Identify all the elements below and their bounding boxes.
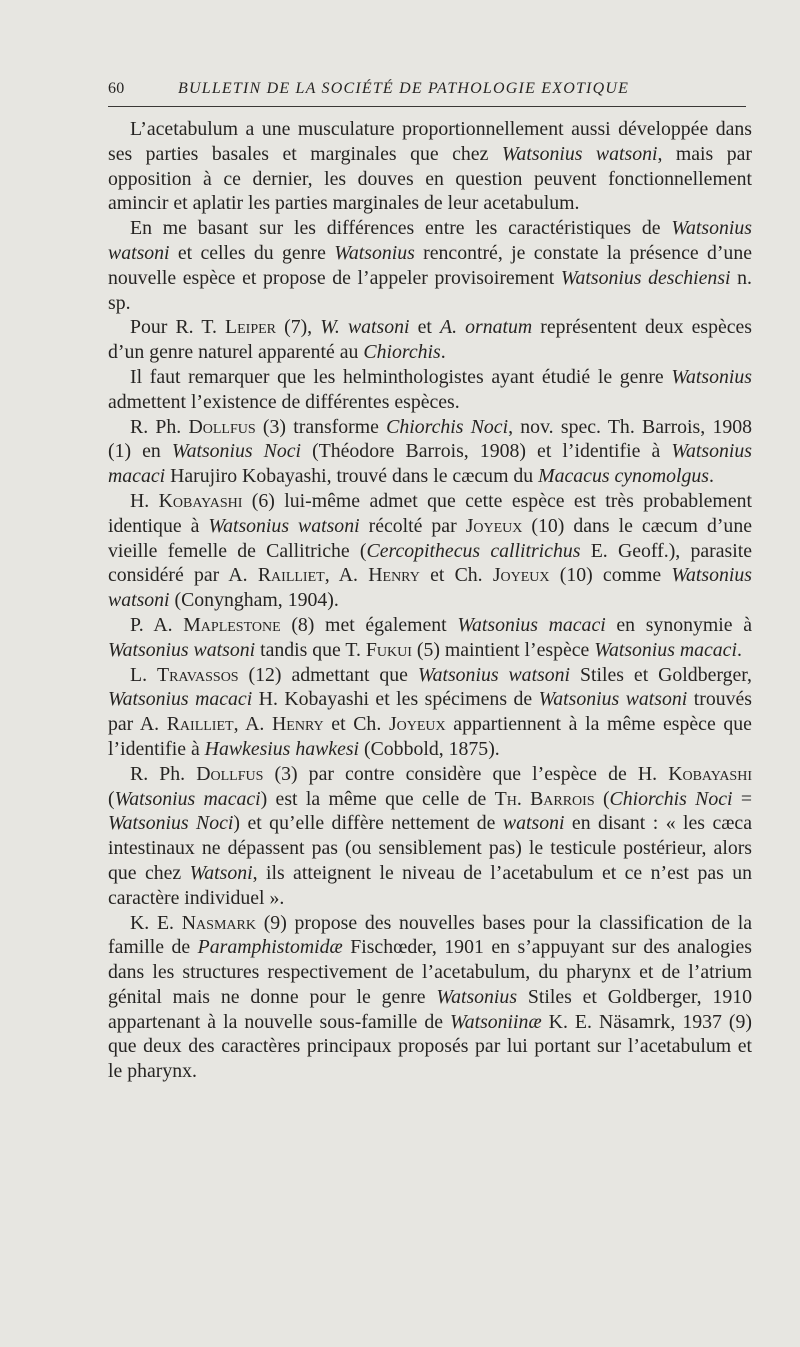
italic-text: Watsonius watsoni	[108, 217, 752, 264]
italic-text: Cercopithecus callitrichus	[366, 539, 581, 562]
text-run: .	[440, 341, 446, 364]
author-name: Leiper	[225, 316, 277, 339]
text-run: K. E. Näsamrk, 1937 (9) que deux des caractères principaux proposés par lui portant sur l’acetabulum et le pharynx.	[108, 1010, 752, 1083]
italic-text: Watsonius watsoni	[208, 514, 360, 537]
text-run: et celles du genre	[169, 241, 335, 264]
author-name: Joyeux	[465, 514, 523, 537]
text-run: , ils atteignent le niveau de l’acetabulum et ce n’est pas un caractère individuel ».	[108, 861, 752, 909]
paragraph	[108, 663, 752, 762]
italic-text: Watsonius watsoni	[501, 142, 658, 165]
author-name: Travassos	[156, 663, 239, 686]
page-header	[108, 80, 746, 106]
text-run: L.	[130, 663, 157, 686]
italic-text: Watsonius watsoni	[417, 663, 571, 686]
text-run: .	[709, 465, 714, 488]
text-run: (9) propose des nouvelles bases pour la classification de la famille de	[108, 911, 752, 959]
text-run: en disant : « les cæca intestinaux ne dépassent pas (ou sensiblement pas) le testicule postérieur, alors que chez	[108, 812, 752, 884]
author-name: Henry	[368, 564, 420, 587]
text-run: admettent l’existence de différentes espèces.	[108, 390, 460, 413]
text-run: H. Kobayashi et les spécimens de	[252, 688, 539, 711]
text-run: Harujiro Kobayashi, trouvé dans le cæcum du	[165, 465, 539, 488]
italic-text: Watsoniinæ	[450, 1010, 542, 1033]
italic-text: Watsonius macaci	[457, 613, 606, 636]
paragraph	[108, 489, 752, 613]
author-name: Kobayashi	[158, 489, 243, 512]
text-run: E. Geoff.), parasite considéré par A.	[108, 539, 752, 587]
author-name: Fukui	[365, 638, 412, 661]
italic-text: Chiorchis Noci	[386, 415, 509, 438]
paragraph	[108, 415, 752, 489]
italic-text: Watsonius	[671, 365, 752, 388]
text-run: n. sp.	[108, 266, 752, 314]
text-run: et Ch.	[323, 713, 389, 736]
text-run: (3) par contre considère que l’espèce de H.	[263, 762, 669, 785]
text-run: (	[594, 787, 610, 810]
author-name: Nasmark	[181, 911, 256, 934]
italic-text: Watsonius macaci	[594, 638, 737, 661]
text-run: P. A.	[130, 613, 184, 636]
italic-text: watsoni	[502, 812, 565, 835]
italic-text: Watsoni	[189, 861, 253, 884]
text-run: ) est la même que celle de	[260, 787, 495, 810]
paragraph	[108, 315, 752, 365]
italic-text: Watsonius macaci	[108, 440, 752, 488]
paragraph	[108, 911, 752, 1085]
text-run: trouvés par A.	[108, 688, 752, 736]
text-run: (Théodore Barrois, 1908) et l’identifie à	[300, 440, 672, 463]
text-run: (10) dans le cæcum d’une vieille femelle de Callitriche (	[108, 514, 752, 562]
author-name: Joyeux	[388, 713, 446, 736]
text-run: R. Ph.	[130, 762, 197, 785]
text-run: rencontré, je constate la présence d’une nouvelle espèce et propose de l’appeler provisoirement	[108, 241, 752, 289]
page-number: 60	[108, 80, 125, 97]
text-run: (7),	[276, 316, 321, 339]
text-run: appartiennent à la même espèce que l’identifie à	[108, 713, 752, 760]
italic-text: Watsonius watsoni	[108, 638, 256, 661]
text-run: en synonymie à	[605, 613, 752, 636]
text-run: ) et qu’elle diffère nettement de	[233, 812, 503, 835]
author-name: Joyeux	[492, 564, 550, 587]
text-run: Stiles et Goldberger,	[570, 663, 753, 686]
italic-text: Hawkesius hawkesi	[204, 737, 360, 760]
text-run: et	[409, 316, 440, 339]
text-run: =	[732, 787, 752, 810]
text-run: Stiles et Goldberger, 1910 appartenant à la nouvelle sous-famille de	[108, 985, 752, 1033]
text-run: (10) comme	[549, 564, 672, 587]
text-run: et Ch.	[419, 564, 493, 587]
header-rule	[108, 106, 746, 107]
text-run: , mais par opposition à ce dernier, les douves en question peuvent fonctionnellement amincir et aplatir les parties marginales de leur acetabulum.	[108, 142, 752, 215]
author-name: Th. Barrois	[494, 787, 595, 810]
text-run: représentent deux espèces d’un genre naturel apparenté au	[108, 316, 752, 364]
text-run: Pour R. T.	[130, 316, 226, 339]
italic-text: Paramphistomidæ	[197, 936, 343, 959]
text-run: (Conyngham, 1904).	[169, 589, 339, 612]
italic-text: Watsonius deschiensi	[560, 266, 731, 289]
italic-text: Watsonius macaci	[114, 787, 261, 810]
running-title: BULLETIN DE LA SOCIÉTÉ DE PATHOLOGIE EXOTIQUE	[178, 80, 630, 97]
paragraph	[108, 613, 752, 663]
italic-text: A. ornatum	[439, 316, 533, 339]
author-name: Kobayashi	[668, 762, 752, 785]
author-name: Dollfus	[188, 415, 256, 438]
italic-text: Chiorchis Noci	[609, 787, 733, 810]
text-run: (3) transforme	[255, 415, 387, 438]
italic-text: Watsonius Noci	[108, 812, 234, 835]
italic-text: Watsonius Noci	[171, 440, 301, 463]
text-run: , A.	[324, 564, 369, 587]
text-run: En me basant sur les différences entre les caractéristiques de	[130, 217, 672, 240]
text-run: récolté par	[359, 514, 466, 537]
text-run: , A.	[233, 713, 272, 736]
text-run: (12) admettant que	[238, 663, 418, 686]
italic-text: Watsonius macaci	[108, 688, 253, 711]
text-run: (Cobbold, 1875).	[359, 737, 500, 760]
text-run: , nov. spec. Th. Barrois, 1908 (1) en	[108, 415, 753, 463]
italic-text: Watsonius watsoni	[108, 564, 752, 612]
text-run: tandis que T.	[255, 638, 366, 661]
text-run: R. Ph.	[130, 415, 189, 438]
author-name: Railliet	[257, 564, 325, 587]
text-run: (8) met également	[280, 613, 458, 636]
author-name: Maplestone	[183, 613, 281, 636]
paragraph	[108, 117, 752, 216]
author-name: Henry	[272, 713, 324, 736]
italic-text: Watsonius	[436, 985, 518, 1008]
text-run: Il faut remarquer que les helminthologistes ayant étudié le genre	[130, 365, 672, 388]
text-run: .	[736, 638, 742, 661]
paragraph	[108, 216, 752, 315]
text-run: K. E.	[130, 911, 182, 934]
italic-text: Watsonius	[334, 241, 415, 264]
author-name: Railliet	[166, 713, 234, 736]
text-run: Fischœder, 1901 en s’appuyant sur des analogies dans les structures respectivement de l’acetabulum, du pharynx et de l’atrium génital mais ne donne pour le genre	[108, 936, 752, 1008]
italic-text: Chiorchis	[363, 341, 441, 364]
body-text	[108, 117, 752, 1084]
paragraph	[108, 762, 752, 911]
text-run: (	[108, 787, 115, 810]
paragraph	[108, 365, 752, 415]
italic-text: Macacus cynomolgus	[538, 465, 709, 488]
text-run: H.	[130, 489, 159, 512]
text-run: (6) lui-même admet que cette espèce est très probablement identique à	[108, 489, 752, 537]
italic-text: W. watsoni	[320, 316, 410, 339]
author-name: Dollfus	[196, 762, 264, 785]
text-run: L’acetabulum a une musculature proportionnellement aussi développée dans ses parties basales et marginales que chez	[108, 118, 752, 165]
italic-text: Watsonius watsoni	[538, 688, 688, 711]
text-run: (5) maintient l’espèce	[411, 638, 595, 661]
